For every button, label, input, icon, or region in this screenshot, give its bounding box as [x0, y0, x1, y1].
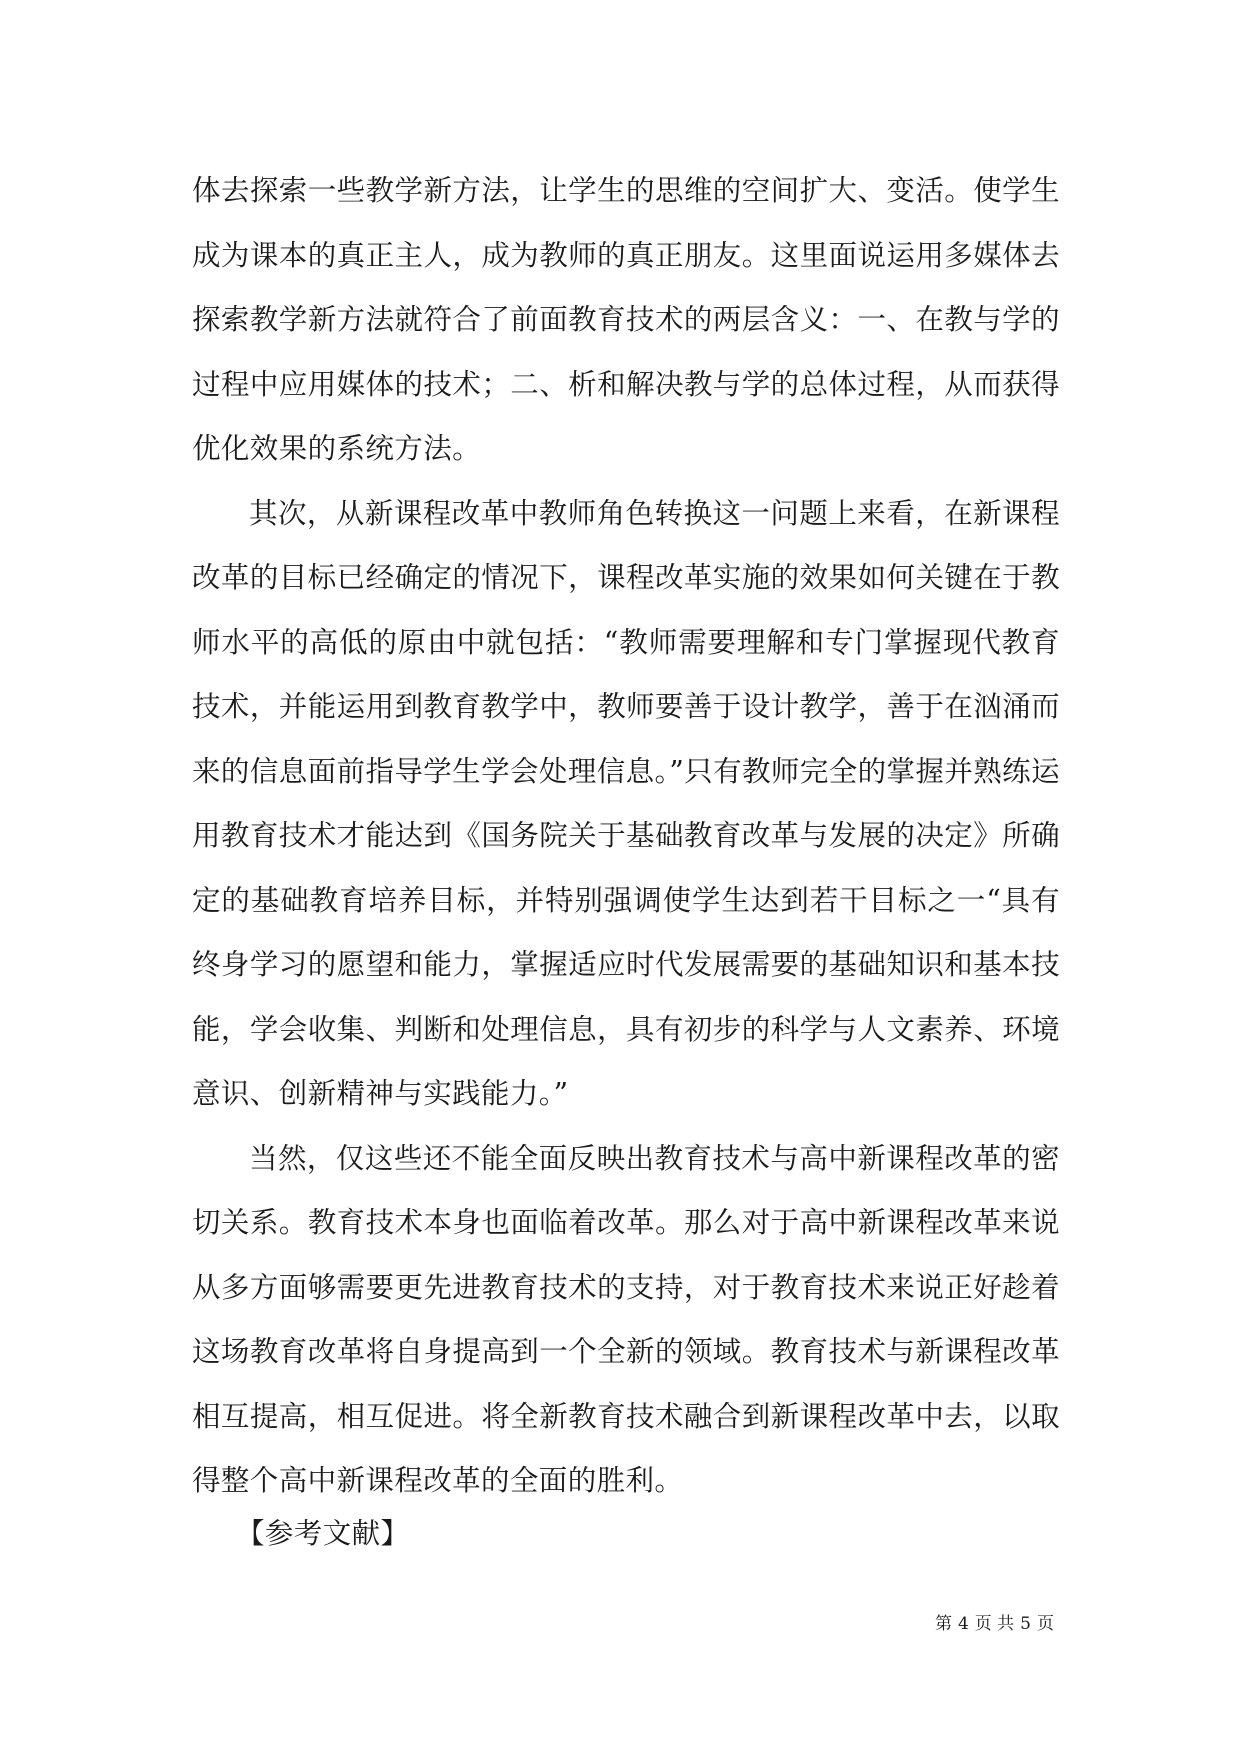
references-heading: 【参考文献】	[236, 1517, 410, 1550]
footer-suffix: 页	[1037, 1614, 1054, 1634]
footer-middle: 页 共	[974, 1614, 1015, 1634]
paragraph-teacher-role: 其次，从新课程改革中教师角色转换这一问题上来看，在新课程改革的目标已经确定的情况下，课程改革实施的效果如何关键在于教师水平的高低的原由中就包括：“教师需要理解和专门掌握现代教育技术，并能运用到教育教学中，教师要善于设计教学，善于在汹涌而来的信息面前指导学生学会处理信息。”只有教师完全的掌握并熟练运用教育技术才能达到《国务院关于基础教育改革与发展的决定》所确定的基础教育培养目标，并特别强调使学生达到若干目标之一“具有终身学习的愿望和能力，掌握适应时代发展需要的基础知识和基本技能，学会收集、判断和处理信息，具有初步的科学与人文素养、环境意识、创新精神与实践能力。”	[192, 496, 1060, 1110]
paragraph-conclusion: 当然，仅这些还不能全面反映出教育技术与高中新课程改革的密切关系。教育技术本身也面临着改革。那么对于高中新课程改革来说从多方面够需要更先进教育技术的支持，对于教育技术来说正好趁着这场教育改革将自身提高到一个全新的领域。教育技术与新课程改革相互提高，相互促进。将全新教育技术融合到新课程改革中去，以取得整个高中新课程改革的全面的胜利。	[192, 1141, 1060, 1497]
paragraph-continuation: 体去探索一些教学新方法，让学生的思维的空间扩大、变活。使学生成为课本的真正主人，成为教师的真正朋友。这里面说运用多媒体去探索教学新方法就符合了前面教育技术的两层含义：一、在教与学的过程中应用媒体的技术；二、析和解决教与学的总体过程，从而获得优化效果的系统方法。	[192, 174, 1060, 465]
page-footer	[932, 1612, 1057, 1636]
footer-prefix: 第	[934, 1614, 952, 1634]
footer-current-page: 4	[957, 1614, 969, 1634]
body-text	[192, 159, 1060, 1514]
footer-total-pages: 5	[1020, 1614, 1031, 1634]
